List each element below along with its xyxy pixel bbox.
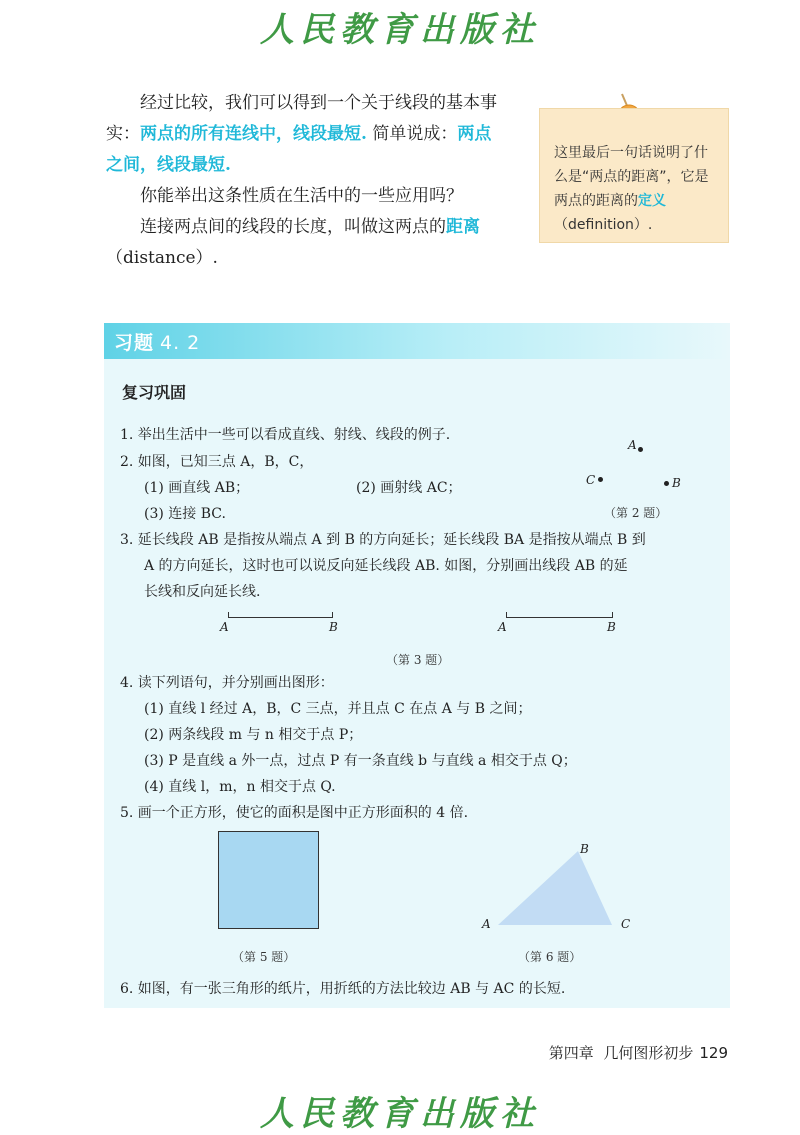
exercise-title: 习题 4. 2 — [114, 332, 201, 354]
triangle-label-a: A — [482, 917, 491, 931]
segment-left-label-b: B — [329, 620, 338, 634]
question-6: 6. 如图，有一张三角形的纸片，用折纸的方法比较边 AB 与 AC 的长短. — [120, 981, 566, 997]
question-3-line-2: A 的方向延长，这时也可以说反向延长线段 AB. 如图，分别画出线段 AB 的延 — [144, 558, 628, 574]
point-label-b: B — [672, 476, 681, 490]
square-figure — [218, 831, 319, 929]
intro-text — [106, 88, 506, 274]
segment-right-label-b: B — [607, 620, 616, 634]
point-c — [598, 477, 603, 482]
figure-2-caption: （第 2 题） — [604, 506, 668, 520]
chapter-title: 几何图形初步 — [603, 1044, 694, 1062]
publisher-logo-bottom: 人民教育出版社 — [260, 1094, 540, 1134]
figure-6-caption: （第 6 题） — [518, 950, 582, 964]
intro-paragraph-3: 连接两点间的线段的长度，叫做这两点的距离（distance）. — [106, 217, 480, 268]
triangle-label-c: C — [621, 917, 631, 931]
segment-ab-right — [506, 612, 613, 618]
section-heading: 复习巩固 — [122, 383, 187, 402]
question-2-part-3: (3) 连接 BC. — [144, 506, 226, 522]
intro-paragraph-2: 你能举出这条性质在生活中的一些应用吗？ — [140, 186, 463, 206]
question-2-part-1: (1) 画直线 AB； — [144, 480, 250, 496]
definition-term: 定义 — [638, 193, 666, 209]
triangle-figure — [484, 833, 644, 933]
point-b — [664, 481, 669, 486]
margin-note: 这里最后一句话说明了什么是“两点的距离”，它是两点的距离的定义（definition）. — [539, 108, 729, 243]
question-4-part-3: (3) P 是直线 a 外一点，过点 P 有一条直线 b 与直线 a 相交于点 Q； — [144, 753, 577, 769]
question-4-part-1: (1) 直线 l 经过 A，B，C 三点，并且点 C 在点 A 与 B 之间； — [144, 701, 532, 717]
intro-paragraph-1: 经过比较，我们可以得到一个关于线段的基本事实：两点的所有连线中，线段最短. 简单说成：两点之间，线段最短. — [106, 93, 497, 175]
exercise-header — [104, 323, 730, 359]
point-label-c: C — [586, 473, 596, 487]
publisher-logo-top: 人民教育出版社 — [260, 10, 540, 50]
fact-short-highlight: 两点之间，线段最短. — [106, 124, 492, 175]
question-3-line-3: 长线和反向延长线. — [144, 584, 261, 600]
page-number: 129 — [699, 1044, 728, 1062]
question-5: 5. 画一个正方形，使它的面积是图中正方形面积的 4 倍. — [120, 805, 469, 821]
question-3-line-1: 3. 延长线段 AB 是指按从端点 A 到 B 的方向延长；延长线段 BA 是指按从端点 B 到 — [120, 532, 646, 548]
fact-highlight: 两点的所有连线中，线段最短. — [140, 124, 367, 144]
segment-ab-left — [228, 612, 333, 618]
triangle-label-b: B — [580, 842, 589, 856]
question-1: 1. 举出生活中一些可以看成直线、射线、线段的例子. — [120, 427, 451, 443]
figure-5-caption: （第 5 题） — [232, 950, 296, 964]
figure-3-caption: （第 3 题） — [386, 653, 450, 667]
point-label-a: A — [628, 438, 637, 452]
page-footer — [549, 1042, 728, 1063]
distance-term: 距离 — [446, 217, 480, 237]
question-2-part-2: (2) 画射线 AC； — [356, 480, 462, 496]
question-4: 4. 读下列语句，并分别画出图形： — [120, 675, 334, 691]
chapter-label: 第四章 — [548, 1044, 594, 1062]
question-2: 2. 如图，已知三点 A，B，C， — [120, 454, 314, 470]
exercise-box — [104, 323, 730, 1008]
point-a — [638, 447, 643, 452]
segment-left-label-a: A — [220, 620, 229, 634]
question-4-part-2: (2) 两条线段 m 与 n 相交于点 P； — [144, 727, 363, 743]
question-4-part-4: (4) 直线 l，m，n 相交于点 Q. — [144, 779, 336, 795]
segment-right-label-a: A — [498, 620, 507, 634]
